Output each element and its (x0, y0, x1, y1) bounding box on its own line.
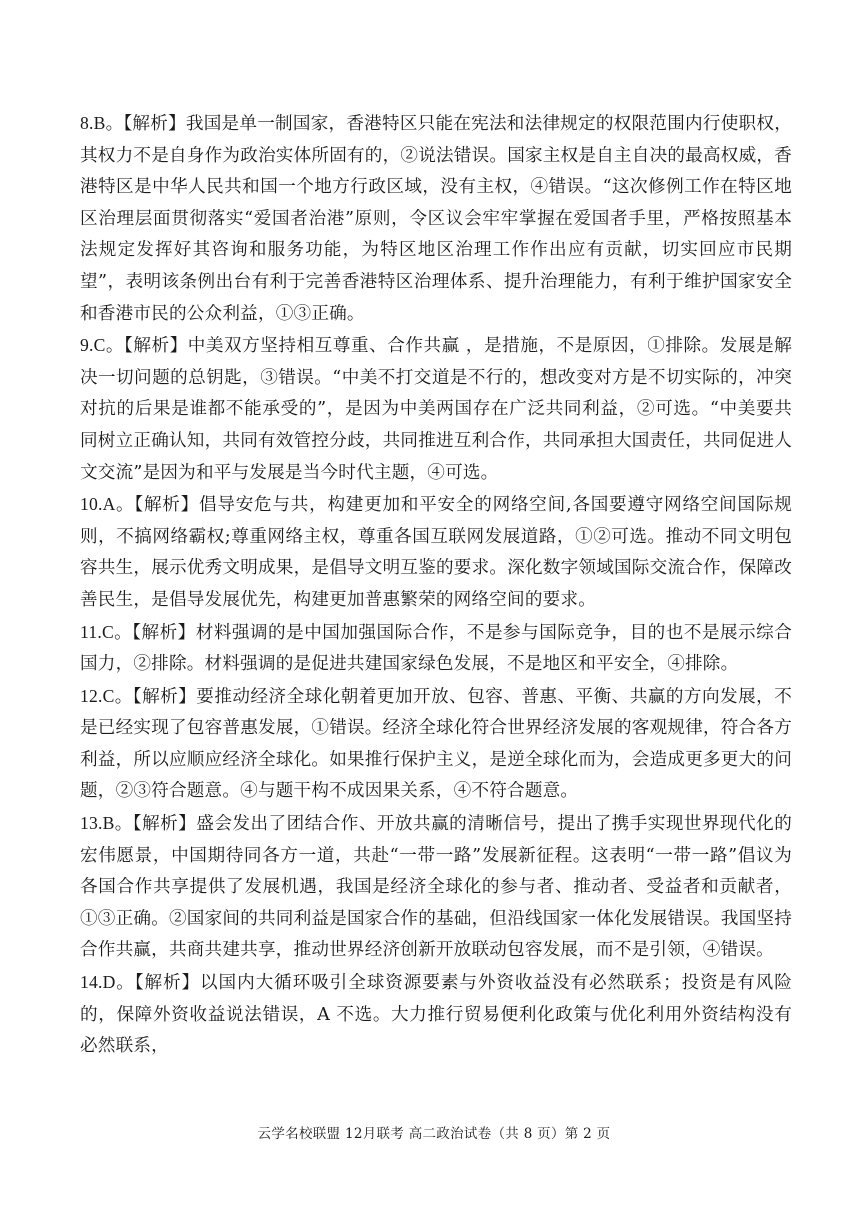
answer-item-13 (80, 808, 792, 967)
answer-text: 【解析】要推动经济全球化朝着更加开放、包容、普惠、平衡、共赢的方向发展，不是已经实现了包容普惠发展，①错误。经济全球化符合世界经济发展的客观规律，符合各方利益，所以应顺应经济全球化。如果推行保护主义，是逆全球化而为，会造成更多更大的问题，②③符合题意。④与题干构不成因果关系，④不符合题意。 (80, 686, 792, 802)
answer-text: 【解析】倡导安危与共，构建更加和平安全的网络空间,各国要遵守网络空间国际规则，不搞网络霸权;尊重网络主权，尊重各国互联网发展道路，①②可选。推动不同文明包容共生，展示优秀文明成果，是倡导文明互鉴的要求。深化数字领域国际交流合作，保障改善民生，是倡导发展优先，构建更加普惠繁荣的网络空间的要求。 (80, 495, 792, 610)
answer-item-11 (80, 617, 792, 681)
answer-text: 【解析】盛会发出了团结合作、开放共赢的清晰信号，提出了携手实现世界现代化的宏伟愿景，中国期待同各方一道，共赴“一带一路”发展新征程。这表明“一带一路”倡议为各国合作共享提供了发展机遇，我国是经济全球化的参与者、推动者、受益者和贡献者，①③正确。②国家间的共同利益是国家合作的基础，但沿线国家一体化发展错误。我国坚持合作共赢，共商共建共享，推动世界经济创新开放联动包容发展，而不是引领，④错误。 (80, 814, 792, 961)
page-footer: 云学名校联盟 12月联考 高二政治试卷（共 8 页）第 2 页 (257, 1126, 611, 1142)
answer-item-12 (80, 681, 792, 808)
answer-number: 13.B。 (80, 813, 133, 834)
answer-number: 12.C。 (80, 685, 133, 706)
answer-item-14 (80, 967, 792, 1063)
answer-text: 【解析】以国内大循环吸引全球资源要素与外资收益没有必然联系；投资是有风险的，保障外资收益说法错误，A 不选。大力推行贸易便利化政策与优化利用外资结构没有必然联系， (80, 973, 792, 1057)
answer-item-9 (80, 330, 792, 489)
answer-item-8 (80, 108, 792, 330)
answer-text: 【解析】中美双方坚持相互尊重、合作共赢 ，是措施，不是原因，①排除。发展是解决一切问题的总钥匙，③错误。“中美不打交道是不行的，想改变对方是不切实际的，冲突对抗的后果是谁都不能承受的”，是因为中美两国存在广泛共同利益，②可选。“中美要共同树立正确认知，共同有效管控分歧，共同推进互利合作，共同承担大国责任，共同促进人文交流”是因为和平与发展是当今时代主题，④可选。 (80, 336, 792, 483)
answer-number: 11.C。 (80, 621, 133, 642)
answer-number: 8.B。 (80, 113, 124, 133)
answer-number: 10.A。 (80, 494, 135, 515)
answer-item-10 (80, 489, 792, 616)
answer-text: 【解析】我国是单一制国家，香港特区只能在宪法和法律规定的权限范围内行使职权，其权力不是自身作为政治实体所固有的，②说法错误。国家主权是自主自决的最高权威，香港特区是中华人民共和国一个地方行政区域，没有主权，④错误。“这次修例工作在特区地区治理层面贯彻落实“爱国者治港”原则，令区议会牢牢掌握在爱国者手里，严格按照基本法规定发挥好其咨询和服务功能，为特区地区治理工作作出应有贡献，切实回应市民期望”，表明该条例出台有利于完善香港特区治理体系、提升治理能力，有利于维护国家安全和香港市民的公众利益，①③正确。 (80, 114, 792, 324)
answer-number: 9.C。 (80, 335, 125, 356)
answer-explanations (80, 108, 792, 1063)
answer-text: 【解析】材料强调的是中国加强国际合作，不是参与国际竞争，目的也不是展示综合国力，②排除。材料强调的是促进共建国家绿色发展，不是地区和平安全，④排除。 (80, 622, 792, 675)
answer-number: 14.D。 (80, 972, 135, 993)
